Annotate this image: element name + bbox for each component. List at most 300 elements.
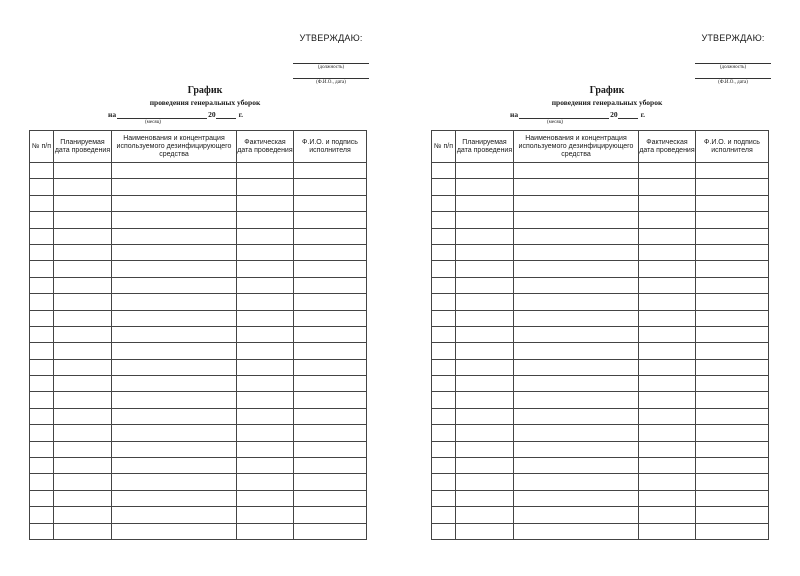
cell-planned-date [54, 195, 112, 211]
cell-disinfectant [514, 408, 639, 424]
cell-disinfectant [514, 179, 639, 195]
cell-planned-date [54, 277, 112, 293]
cell-executor [294, 507, 367, 523]
cell-executor [294, 359, 367, 375]
cell-executor [696, 179, 769, 195]
cell-planned-date [54, 376, 112, 392]
cell-planned-date [54, 507, 112, 523]
period-line [510, 110, 660, 119]
table-row [30, 458, 367, 474]
table-row [432, 294, 769, 310]
cell-disinfectant [514, 507, 639, 523]
cell-planned-date [456, 163, 514, 179]
cell-executor [294, 179, 367, 195]
cell-executor [696, 408, 769, 424]
cell-disinfectant [112, 179, 237, 195]
cell-number [432, 474, 456, 490]
table-row [432, 326, 769, 342]
year-blank [618, 110, 638, 119]
cell-number [432, 195, 456, 211]
cell-actual-date [639, 212, 696, 228]
table-row [30, 163, 367, 179]
cell-executor [294, 425, 367, 441]
cell-planned-date [54, 408, 112, 424]
cell-disinfectant [112, 359, 237, 375]
table-row [30, 294, 367, 310]
col-header-number: № п/п [30, 131, 54, 163]
table-row [432, 392, 769, 408]
cell-number [30, 326, 54, 342]
cell-planned-date [54, 212, 112, 228]
cell-disinfectant [112, 277, 237, 293]
cell-actual-date [237, 163, 294, 179]
cell-disinfectant [514, 228, 639, 244]
cell-number [432, 376, 456, 392]
cell-planned-date [54, 163, 112, 179]
cell-planned-date [456, 244, 514, 260]
cell-executor [294, 474, 367, 490]
table-row [30, 490, 367, 506]
year-blank [216, 110, 236, 119]
table-row [432, 212, 769, 228]
cell-planned-date [456, 359, 514, 375]
cell-planned-date [456, 458, 514, 474]
table-row [432, 507, 769, 523]
cell-number [432, 507, 456, 523]
cell-planned-date [456, 326, 514, 342]
cell-number [432, 244, 456, 260]
cell-number [30, 179, 54, 195]
cell-planned-date [54, 310, 112, 326]
col-header-executor: Ф.И.О. и подпись исполнителя [696, 131, 769, 163]
col-header-actual-date: Фактическая дата проведения [237, 131, 294, 163]
table-row [432, 408, 769, 424]
cell-actual-date [237, 359, 294, 375]
table-row [432, 244, 769, 260]
cell-executor [294, 228, 367, 244]
cell-number [30, 376, 54, 392]
cell-executor [294, 408, 367, 424]
cell-disinfectant [514, 425, 639, 441]
table-row [432, 359, 769, 375]
approval-title: УТВЕРЖДАЮ: [299, 33, 363, 43]
cell-number [30, 359, 54, 375]
period-year: 20 [610, 110, 618, 119]
schedule-title: График [589, 85, 625, 96]
cell-number [30, 458, 54, 474]
cell-disinfectant [514, 523, 639, 539]
table-row [432, 376, 769, 392]
cell-actual-date [237, 326, 294, 342]
cell-planned-date [456, 310, 514, 326]
schedule-subtitle: проведения генеральных уборок [551, 98, 663, 107]
cell-actual-date [237, 490, 294, 506]
cell-actual-date [237, 474, 294, 490]
cell-actual-date [639, 441, 696, 457]
cell-planned-date [54, 490, 112, 506]
name-line [293, 72, 369, 79]
cell-number [30, 507, 54, 523]
cell-actual-date [639, 490, 696, 506]
approval-block [293, 33, 369, 85]
cell-number [30, 212, 54, 228]
cell-disinfectant [514, 343, 639, 359]
cell-actual-date [639, 425, 696, 441]
table-row [30, 376, 367, 392]
cell-executor [294, 458, 367, 474]
table-header-row [432, 131, 769, 163]
cell-planned-date [456, 261, 514, 277]
cell-executor [696, 195, 769, 211]
cell-executor [696, 359, 769, 375]
cell-executor [696, 507, 769, 523]
table-row [432, 310, 769, 326]
table-row [30, 359, 367, 375]
cell-disinfectant [514, 376, 639, 392]
cell-actual-date [639, 507, 696, 523]
cell-planned-date [54, 392, 112, 408]
col-header-planned-date: Планируемая дата проведения [456, 131, 514, 163]
cell-executor [294, 441, 367, 457]
cell-executor [696, 458, 769, 474]
cell-number [30, 244, 54, 260]
cell-actual-date [237, 179, 294, 195]
cell-actual-date [237, 294, 294, 310]
cell-number [30, 408, 54, 424]
cell-planned-date [456, 277, 514, 293]
cell-executor [294, 261, 367, 277]
cell-planned-date [54, 458, 112, 474]
table-row [30, 228, 367, 244]
cell-number [432, 326, 456, 342]
cell-number [30, 441, 54, 457]
table-row [30, 441, 367, 457]
approval-title: УТВЕРЖДАЮ: [701, 33, 765, 43]
cell-disinfectant [112, 490, 237, 506]
cell-executor [294, 310, 367, 326]
cell-number [432, 179, 456, 195]
cell-planned-date [54, 244, 112, 260]
cell-number [432, 408, 456, 424]
cell-planned-date [456, 441, 514, 457]
cell-planned-date [456, 376, 514, 392]
cell-executor [294, 343, 367, 359]
cell-actual-date [639, 163, 696, 179]
cell-number [432, 294, 456, 310]
table-row [432, 474, 769, 490]
cell-disinfectant [514, 392, 639, 408]
schedule-table [29, 130, 367, 540]
position-caption: (должность) [719, 65, 747, 70]
cell-planned-date [456, 228, 514, 244]
cell-number [30, 261, 54, 277]
cell-actual-date [237, 195, 294, 211]
month-caption: (месяц) [547, 120, 564, 125]
table-row [432, 179, 769, 195]
position-line [293, 47, 369, 64]
period-prefix: на [510, 110, 519, 119]
cell-planned-date [456, 212, 514, 228]
cell-number [432, 310, 456, 326]
cell-disinfectant [112, 425, 237, 441]
cell-executor [696, 310, 769, 326]
cell-actual-date [639, 244, 696, 260]
cell-disinfectant [112, 326, 237, 342]
col-header-planned-date: Планируемая дата проведения [54, 131, 112, 163]
table-row [30, 507, 367, 523]
cell-number [30, 474, 54, 490]
cell-executor [294, 212, 367, 228]
cell-disinfectant [112, 294, 237, 310]
cell-actual-date [237, 458, 294, 474]
cell-executor [294, 195, 367, 211]
period-year: 20 [208, 110, 216, 119]
cell-actual-date [639, 277, 696, 293]
cell-disinfectant [514, 441, 639, 457]
cell-actual-date [639, 195, 696, 211]
cell-executor [696, 228, 769, 244]
cell-executor [294, 277, 367, 293]
cell-number [432, 261, 456, 277]
cell-executor [696, 474, 769, 490]
cell-actual-date [639, 326, 696, 342]
cell-planned-date [54, 228, 112, 244]
cell-executor [294, 523, 367, 539]
col-header-actual-date: Фактическая дата проведения [639, 131, 696, 163]
cell-number [432, 392, 456, 408]
cell-disinfectant [112, 244, 237, 260]
cell-executor [294, 163, 367, 179]
table-header-row [30, 131, 367, 163]
cell-disinfectant [514, 474, 639, 490]
cell-actual-date [639, 261, 696, 277]
cell-executor [696, 326, 769, 342]
cell-actual-date [639, 408, 696, 424]
cell-number [30, 343, 54, 359]
month-blank [117, 110, 207, 119]
cell-disinfectant [514, 195, 639, 211]
cell-number [432, 458, 456, 474]
cell-planned-date [456, 523, 514, 539]
cell-planned-date [456, 490, 514, 506]
position-caption: (должность) [317, 65, 345, 70]
cell-planned-date [456, 474, 514, 490]
cell-disinfectant [112, 523, 237, 539]
cell-number [432, 441, 456, 457]
cell-disinfectant [112, 376, 237, 392]
cell-number [432, 490, 456, 506]
cell-planned-date [54, 425, 112, 441]
cell-actual-date [237, 343, 294, 359]
cell-disinfectant [112, 392, 237, 408]
cell-number [432, 277, 456, 293]
cell-executor [696, 261, 769, 277]
cell-disinfectant [112, 228, 237, 244]
table-row [30, 244, 367, 260]
cell-actual-date [237, 212, 294, 228]
table-row [432, 343, 769, 359]
cell-number [432, 425, 456, 441]
table-row [30, 425, 367, 441]
table-row [30, 474, 367, 490]
cell-disinfectant [514, 212, 639, 228]
cell-disinfectant [112, 458, 237, 474]
period-suffix: г. [640, 110, 646, 119]
cell-executor [294, 294, 367, 310]
cell-planned-date [54, 523, 112, 539]
cell-number [30, 228, 54, 244]
table-row [432, 261, 769, 277]
cell-planned-date [54, 359, 112, 375]
name-caption: (Ф.И.О., дата) [718, 80, 748, 85]
col-header-number: № п/п [432, 131, 456, 163]
period-suffix: г. [238, 110, 244, 119]
table-row [432, 490, 769, 506]
cell-disinfectant [112, 474, 237, 490]
table-row [30, 392, 367, 408]
cell-executor [696, 490, 769, 506]
cell-disinfectant [514, 458, 639, 474]
cell-executor [294, 490, 367, 506]
cell-disinfectant [514, 294, 639, 310]
cell-disinfectant [514, 277, 639, 293]
cell-actual-date [237, 441, 294, 457]
table-row [30, 326, 367, 342]
table-row [432, 523, 769, 539]
cell-number [30, 523, 54, 539]
cell-actual-date [237, 408, 294, 424]
cell-planned-date [456, 507, 514, 523]
cell-actual-date [639, 228, 696, 244]
name-line [695, 72, 771, 79]
cell-actual-date [639, 458, 696, 474]
cell-planned-date [54, 261, 112, 277]
cell-number [30, 163, 54, 179]
cell-planned-date [54, 474, 112, 490]
cell-actual-date [237, 277, 294, 293]
cell-actual-date [639, 294, 696, 310]
cell-planned-date [456, 408, 514, 424]
table-row [432, 458, 769, 474]
cell-planned-date [456, 294, 514, 310]
cell-disinfectant [112, 195, 237, 211]
col-header-executor: Ф.И.О. и подпись исполнителя [294, 131, 367, 163]
cell-planned-date [54, 441, 112, 457]
cell-actual-date [639, 376, 696, 392]
table-row [30, 343, 367, 359]
cell-disinfectant [112, 507, 237, 523]
table-row [30, 212, 367, 228]
table-row [30, 523, 367, 539]
schedule-heading [462, 85, 752, 107]
cell-actual-date [237, 425, 294, 441]
table-row [30, 310, 367, 326]
cell-executor [696, 212, 769, 228]
cell-executor [696, 277, 769, 293]
cell-number [30, 277, 54, 293]
cell-executor [696, 441, 769, 457]
cell-number [30, 392, 54, 408]
cell-disinfectant [514, 326, 639, 342]
cell-number [432, 359, 456, 375]
cell-executor [696, 425, 769, 441]
cell-actual-date [237, 310, 294, 326]
cell-planned-date [456, 343, 514, 359]
table-row [432, 425, 769, 441]
name-caption: (Ф.И.О., дата) [316, 80, 346, 85]
cell-number [432, 523, 456, 539]
schedule-subtitle: проведения генеральных уборок [149, 98, 261, 107]
cell-planned-date [456, 425, 514, 441]
cell-disinfectant [514, 163, 639, 179]
cell-executor [294, 376, 367, 392]
form-page-right [402, 0, 800, 576]
cell-number [432, 212, 456, 228]
cell-actual-date [639, 523, 696, 539]
cell-disinfectant [112, 408, 237, 424]
period-prefix: на [108, 110, 117, 119]
cell-planned-date [54, 179, 112, 195]
cell-number [30, 195, 54, 211]
cell-actual-date [639, 392, 696, 408]
cell-actual-date [639, 179, 696, 195]
cell-actual-date [237, 261, 294, 277]
cell-planned-date [456, 392, 514, 408]
table-row [30, 195, 367, 211]
cell-number [30, 425, 54, 441]
cell-number [432, 343, 456, 359]
schedule-title: График [187, 85, 223, 96]
cell-actual-date [237, 507, 294, 523]
cell-actual-date [237, 244, 294, 260]
table-row [30, 261, 367, 277]
cell-disinfectant [514, 490, 639, 506]
cell-actual-date [237, 392, 294, 408]
cell-planned-date [54, 294, 112, 310]
table-row [30, 277, 367, 293]
table-row [432, 228, 769, 244]
month-caption: (месяц) [145, 120, 162, 125]
table-row [432, 277, 769, 293]
cell-executor [696, 523, 769, 539]
cell-disinfectant [514, 310, 639, 326]
cell-actual-date [639, 343, 696, 359]
cell-disinfectant [514, 261, 639, 277]
approval-block [695, 33, 771, 85]
cell-executor [294, 326, 367, 342]
table-row [30, 408, 367, 424]
cell-planned-date [54, 343, 112, 359]
cell-number [432, 163, 456, 179]
cell-executor [696, 392, 769, 408]
cell-disinfectant [514, 359, 639, 375]
cell-actual-date [237, 228, 294, 244]
cell-actual-date [639, 359, 696, 375]
cell-executor [696, 376, 769, 392]
cell-executor [294, 392, 367, 408]
cell-disinfectant [112, 441, 237, 457]
table-row [432, 441, 769, 457]
cell-planned-date [456, 195, 514, 211]
schedule-table [431, 130, 769, 540]
table-row [432, 195, 769, 211]
cell-executor [696, 343, 769, 359]
cell-disinfectant [514, 244, 639, 260]
position-line [695, 47, 771, 64]
schedule-heading [60, 85, 350, 107]
col-header-disinfectant: Наименования и концентрация используемого дезинфицирующего средства [112, 131, 237, 163]
cell-executor [696, 294, 769, 310]
